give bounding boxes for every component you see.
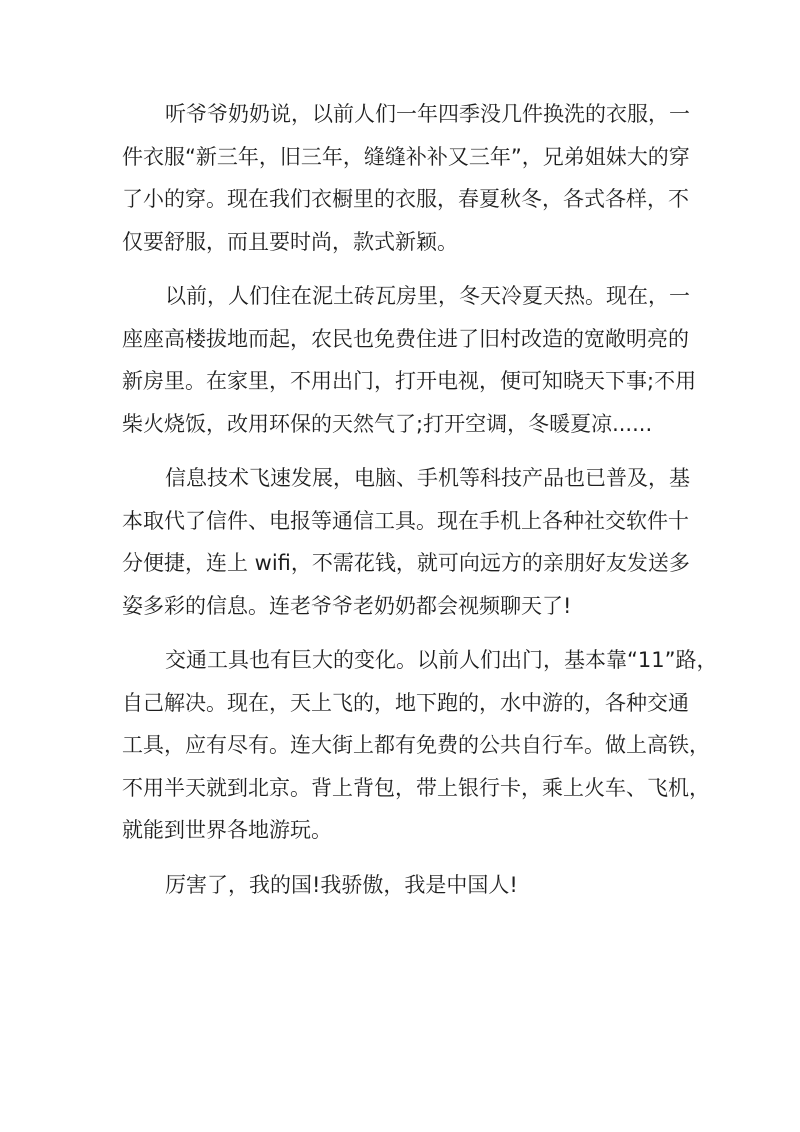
text-line: 仅要舒服，而且要时尚，款式新颖。 (122, 229, 458, 254)
paragraph (122, 457, 702, 627)
document-body (122, 93, 718, 918)
text-line: 了小的穿。现在我们衣橱里的衣服，春夏秋冬，各式各样，不 (122, 187, 689, 211)
text-line: 座座高楼拔地而起，农民也免费住进了旧村改造的宽敞明亮的 (122, 326, 689, 351)
text-line: 交通工具也有巨大的变化。以前人们出门，基本靠“11”路， (165, 648, 718, 672)
text-line: 新房里。在家里，不用出门，打开电视，便可知晓天下事;不用 (122, 369, 697, 393)
text-line: 信息技术飞速发展，电脑、手机等科技产品也已普及，基 (165, 466, 690, 490)
text-line: 姿多彩的信息。连老爷爷老奶奶都会视频聊天了! (122, 593, 572, 618)
paragraph (122, 275, 702, 445)
text-line: 柴火烧饭，改用环保的天然气了;打开空调，冬暖夏凉...... (122, 411, 653, 436)
text-line: 不用半天就到北京。背上背包，带上银行卡，乘上火车、飞机， (122, 775, 710, 800)
text-line: 件衣服“新三年，旧三年，缝缝补补又三年”，兄弟姐妹大的穿 (122, 144, 690, 169)
text-line: 分便捷，连上 wifi，不需花钱，就可向远方的亲朋好友发送多 (122, 551, 690, 575)
text-line: 厉害了，我的国!我骄傲，我是中国人! (165, 872, 518, 897)
text-line: 本取代了信件、电报等通信工具。现在手机上各种社交软件十 (122, 508, 689, 533)
paragraph (122, 639, 718, 852)
text-line: 听爷爷奶奶说，以前人们一年四季没几件换洗的衣服，一 (165, 102, 690, 126)
text-line: 自己解决。现在，天上飞的，地下跑的，水中游的，各种交通 (122, 690, 689, 715)
text-line: 工具，应有尽有。连大街上都有免费的公共自行车。做上高铁， (122, 733, 710, 757)
paragraph (122, 93, 702, 263)
text-line: 就能到世界各地游玩。 (122, 818, 332, 842)
paragraph (122, 864, 702, 907)
text-line: 以前，人们住在泥土砖瓦房里，冬天冷夏天热。现在，一 (165, 284, 690, 308)
